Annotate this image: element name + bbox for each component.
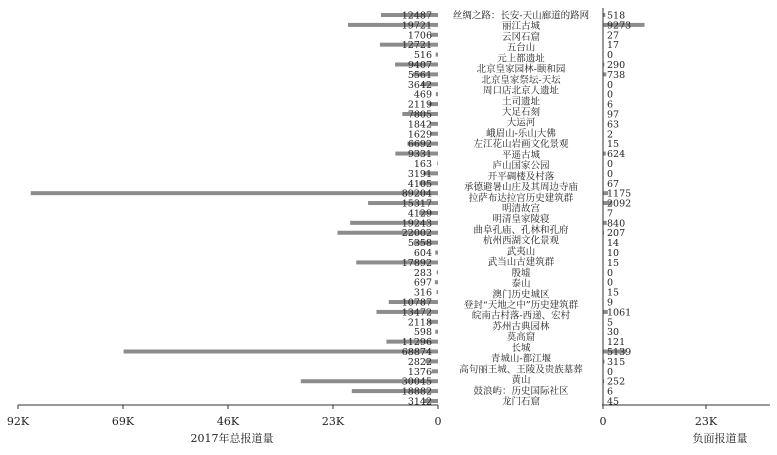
- negative-value-label: 0: [607, 267, 614, 279]
- left-tick-label: 46K: [216, 415, 240, 428]
- total-bar: [31, 191, 438, 195]
- total-value-label: 4105: [407, 178, 432, 190]
- negative-value-label: 67: [607, 178, 620, 190]
- negative-value-label: 738: [607, 69, 626, 81]
- category-label: 龙门石窟: [501, 396, 541, 408]
- left-axis-ticks: [7, 405, 442, 428]
- total-value-label: 604: [413, 248, 432, 260]
- negative-value-label: 0: [607, 50, 614, 62]
- category-label: 丽江古城: [501, 21, 541, 33]
- negative-value-label: 290: [607, 59, 626, 71]
- category-label: 拉萨布达拉宫历史建筑群: [468, 192, 574, 204]
- negative-value-label: 121: [607, 337, 626, 349]
- total-bar: [435, 330, 438, 334]
- total-value-label: 9407: [407, 59, 432, 71]
- category-label: 鼓浪屿：历史国际社区: [473, 385, 569, 397]
- total-value-label: 1629: [407, 129, 432, 141]
- total-value-label: 3142: [407, 396, 432, 408]
- total-value-label: 697: [413, 277, 432, 289]
- category-label: 开平碉楼及村落: [487, 171, 555, 183]
- total-value-label: 89204: [401, 188, 432, 200]
- category-label: 泰山: [511, 278, 531, 290]
- category-label: 平遥古城: [501, 149, 541, 161]
- total-value-label: 283: [413, 267, 432, 279]
- total-value-label: 12721: [401, 40, 432, 52]
- total-value-label: 30045: [401, 376, 432, 388]
- negative-value-label: 10: [607, 248, 620, 260]
- right-axis-ticks: [600, 405, 718, 428]
- category-label: 北京皇家园林-颐和园: [476, 64, 566, 76]
- total-value-label: 2822: [407, 356, 432, 368]
- total-value-label: 6692: [407, 139, 432, 151]
- right-axis-title: 负面报道量: [692, 432, 748, 445]
- negative-reports-value-labels: [607, 11, 631, 408]
- total-value-label: 5358: [407, 238, 432, 250]
- negative-value-label: 0: [607, 158, 614, 170]
- right-tick-label: 23K: [694, 415, 718, 428]
- negative-value-label: 15: [607, 287, 620, 299]
- negative-value-label: 9: [607, 297, 614, 309]
- right-tick-label: 0: [599, 415, 607, 428]
- negative-value-label: 45: [607, 396, 620, 408]
- negative-value-label: 6: [607, 99, 614, 111]
- total-value-label: 17892: [401, 257, 432, 269]
- left-tick-label: 23K: [321, 415, 345, 428]
- category-label: 曲阜孔庙、孔林和孔府: [473, 224, 569, 236]
- category-label: 登封“天地之中”历史建筑群: [463, 300, 579, 311]
- negative-value-label: 30: [607, 327, 620, 339]
- negative-value-label: 0: [607, 366, 614, 378]
- category-label: 周口店北京人遗址: [482, 85, 560, 97]
- left-tick-label: 92K: [6, 415, 30, 428]
- total-value-label: 3642: [407, 79, 432, 91]
- total-value-label: 19243: [401, 218, 432, 230]
- negative-value-label: 14: [607, 238, 620, 250]
- negative-value-label: 2: [607, 129, 614, 141]
- negative-value-label: 2092: [607, 198, 632, 210]
- category-label: 北京皇家祭坛-天坛: [481, 74, 561, 86]
- total-value-label: 7805: [407, 109, 432, 121]
- negative-value-label: 1061: [607, 307, 632, 319]
- total-bar: [436, 92, 438, 96]
- total-bar: [124, 350, 438, 354]
- category-label: 大运河: [506, 117, 536, 129]
- total-value-label: 4129: [407, 208, 432, 220]
- category-label: 青城山-都江堰: [490, 353, 552, 365]
- total-bar: [435, 251, 438, 255]
- category-label: 大足石刻: [501, 107, 541, 118]
- category-label: 殷墟: [511, 267, 531, 279]
- negative-value-label: 15: [607, 139, 620, 151]
- category-label: 长城: [511, 342, 531, 354]
- category-label: 峨眉山-乐山大佛: [486, 128, 556, 140]
- total-reports-value-labels: [402, 11, 432, 408]
- category-label: 承德避暑山庄及其周边寺庙: [463, 182, 579, 194]
- total-value-label: 19721: [401, 20, 432, 32]
- total-bar: [436, 53, 438, 57]
- negative-value-label: 0: [607, 89, 614, 101]
- negative-value-label: 17: [607, 40, 620, 52]
- category-label: 庐山国家公园: [492, 160, 550, 172]
- category-label: 五台山: [506, 42, 536, 54]
- negative-value-label: 840: [607, 218, 626, 230]
- total-value-label: 516: [413, 50, 432, 62]
- negative-value-label: 518: [607, 10, 626, 22]
- negative-value-label: 1175: [607, 188, 632, 200]
- total-value-label: 2119: [407, 99, 432, 111]
- category-label: 元上都遗址: [497, 53, 545, 65]
- negative-value-label: 27: [607, 30, 620, 42]
- negative-value-label: 315: [607, 356, 626, 368]
- total-value-label: 11296: [401, 337, 432, 349]
- total-value-label: 2118: [407, 317, 432, 329]
- total-value-label: 68874: [401, 347, 432, 359]
- negative-value-label: 0: [607, 79, 614, 91]
- category-label: 明清皇家陵寝: [492, 214, 550, 226]
- total-value-label: 316: [413, 287, 432, 299]
- category-label: 杭州西湖文化景观: [482, 235, 560, 247]
- category-label: 武夷山: [506, 246, 536, 258]
- category-label: 土司遗址: [501, 96, 541, 108]
- negative-value-label: 0: [607, 277, 614, 289]
- negative-value-label: 63: [607, 119, 620, 131]
- total-value-label: 5561: [407, 69, 432, 81]
- negative-value-label: 252: [607, 376, 626, 388]
- total-value-label: 9331: [407, 149, 432, 161]
- total-value-label: 15317: [401, 198, 432, 210]
- total-value-label: 1376: [407, 366, 432, 378]
- category-label: 澳门历史城区: [492, 289, 550, 301]
- total-value-label: 22002: [401, 228, 432, 240]
- negative-value-label: 6: [607, 386, 614, 398]
- axes: [18, 8, 770, 405]
- total-value-label: 10787: [401, 297, 432, 309]
- left-tick-label: 69K: [111, 415, 135, 428]
- negative-value-label: 624: [607, 149, 626, 161]
- negative-value-label: 5139: [607, 347, 632, 359]
- category-label: 皖南古村落-西递、宏村: [471, 310, 571, 322]
- left-axis-title: 2017年总报道量: [190, 432, 274, 445]
- category-label: 丝绸之路：长安-天山廊道的路网: [452, 10, 590, 22]
- category-label: 左江花山岩画文化景观: [473, 139, 569, 151]
- total-bar: [435, 280, 438, 284]
- negative-value-label: 5: [607, 317, 614, 329]
- total-value-label: 18882: [401, 386, 432, 398]
- negative-value-label: 9273: [607, 20, 632, 32]
- total-bar: [437, 161, 438, 165]
- category-label: 武当山古建筑群: [487, 257, 555, 269]
- category-label: 莫高窟: [506, 332, 536, 344]
- category-label: 黄山: [511, 375, 531, 387]
- negative-value-label: 207: [607, 228, 626, 240]
- category-label: 苏州古典园林: [492, 321, 550, 333]
- total-bar: [437, 290, 438, 294]
- category-label: 云冈石窟: [501, 31, 541, 43]
- total-value-label: 163: [413, 158, 432, 170]
- total-value-label: 13472: [401, 307, 432, 319]
- category-label: 明清故宫: [501, 203, 541, 215]
- left-tick-label: 0: [434, 415, 442, 428]
- total-value-label: 12487: [401, 10, 432, 22]
- total-reports-bars: [31, 10, 438, 403]
- total-value-label: 469: [413, 89, 432, 101]
- total-value-label: 598: [413, 327, 432, 339]
- negative-value-label: 97: [607, 109, 620, 121]
- negative-value-label: 15: [607, 257, 620, 269]
- total-bar: [432, 369, 438, 373]
- total-value-label: 3191: [407, 168, 432, 180]
- total-value-label: 1706: [407, 30, 432, 42]
- negative-value-label: 7: [607, 208, 614, 220]
- negative-value-label: 0: [607, 168, 614, 180]
- category-labels: [453, 10, 589, 408]
- total-value-label: 1842: [407, 119, 432, 131]
- total-bar: [437, 270, 438, 274]
- category-label: 高句丽王城、王陵及贵族墓葬: [459, 364, 583, 376]
